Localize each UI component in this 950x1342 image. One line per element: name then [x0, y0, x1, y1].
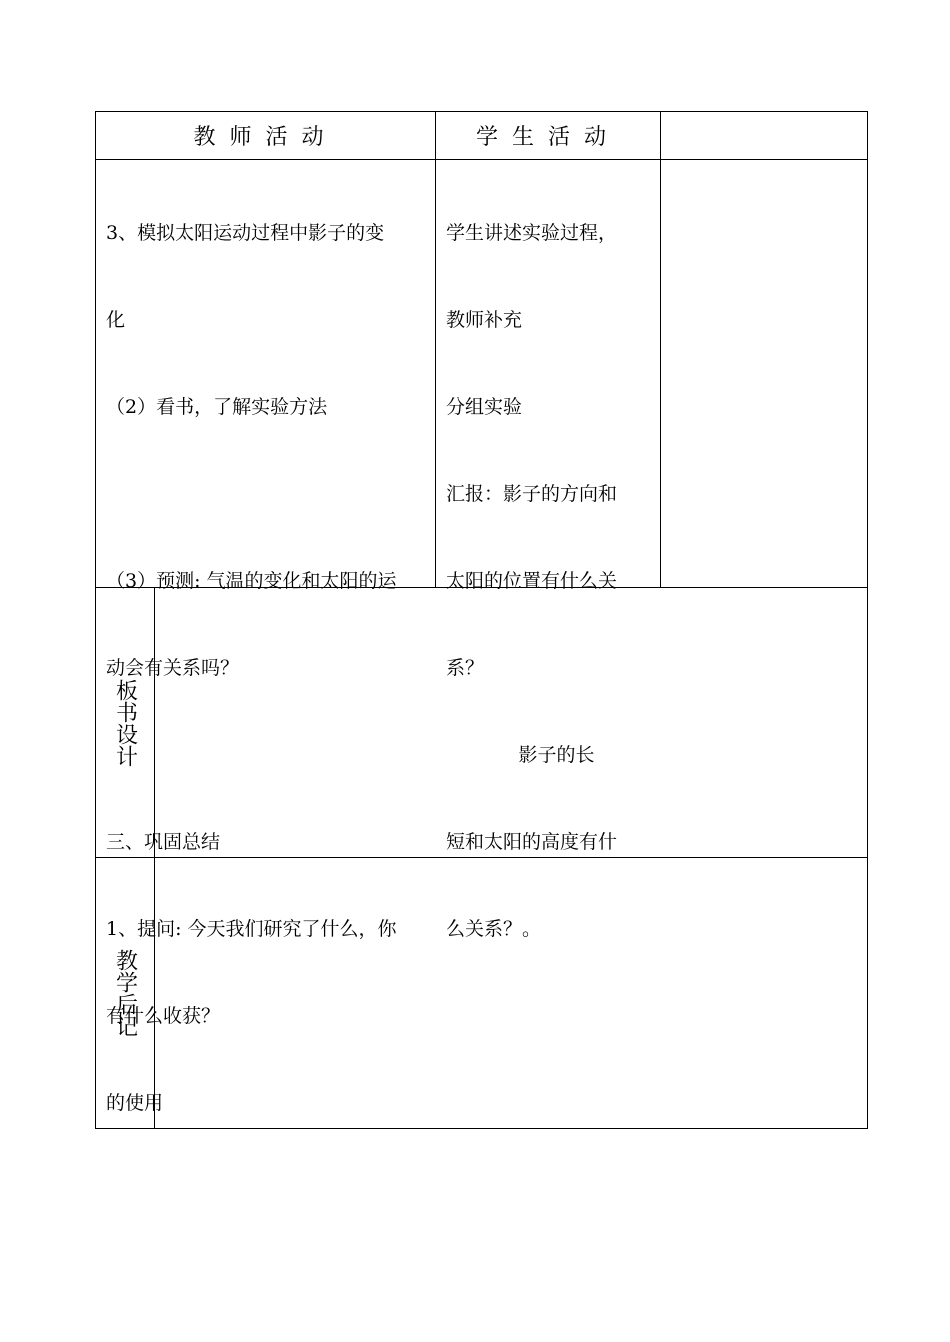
student-line: 么关系？。 [446, 918, 542, 940]
header-teacher-activity-text: 教师活动 [193, 125, 338, 150]
teacher-line: （2）看书，了解实验方法 [106, 396, 328, 418]
header-student-activity-text: 学生活动 [475, 125, 620, 150]
teacher-line: 的使用 [106, 1092, 164, 1114]
teaching-notes-label-text: 教学后记 [112, 949, 138, 1037]
teacher-line: （3）预测: 气温的变化和太阳的运 [106, 570, 397, 592]
board-design-label [96, 588, 154, 857]
teaching-notes-label [96, 858, 154, 1128]
student-line: 太阳的位置有什么关 [446, 570, 618, 592]
header-student-activity [436, 112, 660, 159]
student-third-divider [660, 111, 661, 588]
student-line: 教师补充 [446, 309, 523, 331]
student-line: 短和太阳的高度有什 [446, 831, 618, 853]
teacher-line: 3、模拟太阳运动过程中影子的变 [106, 222, 385, 244]
teacher-line [106, 480, 432, 509]
teacher-student-divider [435, 111, 436, 588]
student-line: 汇报：影子的方向和 [446, 483, 618, 505]
table-right-border [867, 111, 868, 1129]
teacher-line: 有什么收获？ [106, 1005, 221, 1027]
student-line: 学生讲述实验过程， [446, 222, 618, 244]
teaching-notes-content [165, 862, 860, 920]
student-line: 分组实验 [446, 396, 523, 418]
teacher-line: 1、提问: 今天我们研究了什么，你 [106, 918, 397, 940]
board-design-label-text: 板书设计 [112, 678, 138, 767]
student-line: 系？ [446, 657, 485, 679]
header-teacher-activity [96, 112, 435, 159]
teacher-activity-content [106, 161, 432, 1147]
header-third-column [661, 112, 867, 159]
teacher-line: 化 [106, 309, 126, 331]
header-bottom-border [95, 159, 868, 160]
student-activity-content [446, 161, 658, 973]
student-line: 影子的长 [446, 744, 595, 766]
teacher-line [106, 741, 432, 770]
teacher-line: 三、巩固总结 [106, 831, 221, 853]
teacher-line: 动会有关系吗？ [106, 657, 240, 679]
board-design-content [165, 592, 860, 650]
